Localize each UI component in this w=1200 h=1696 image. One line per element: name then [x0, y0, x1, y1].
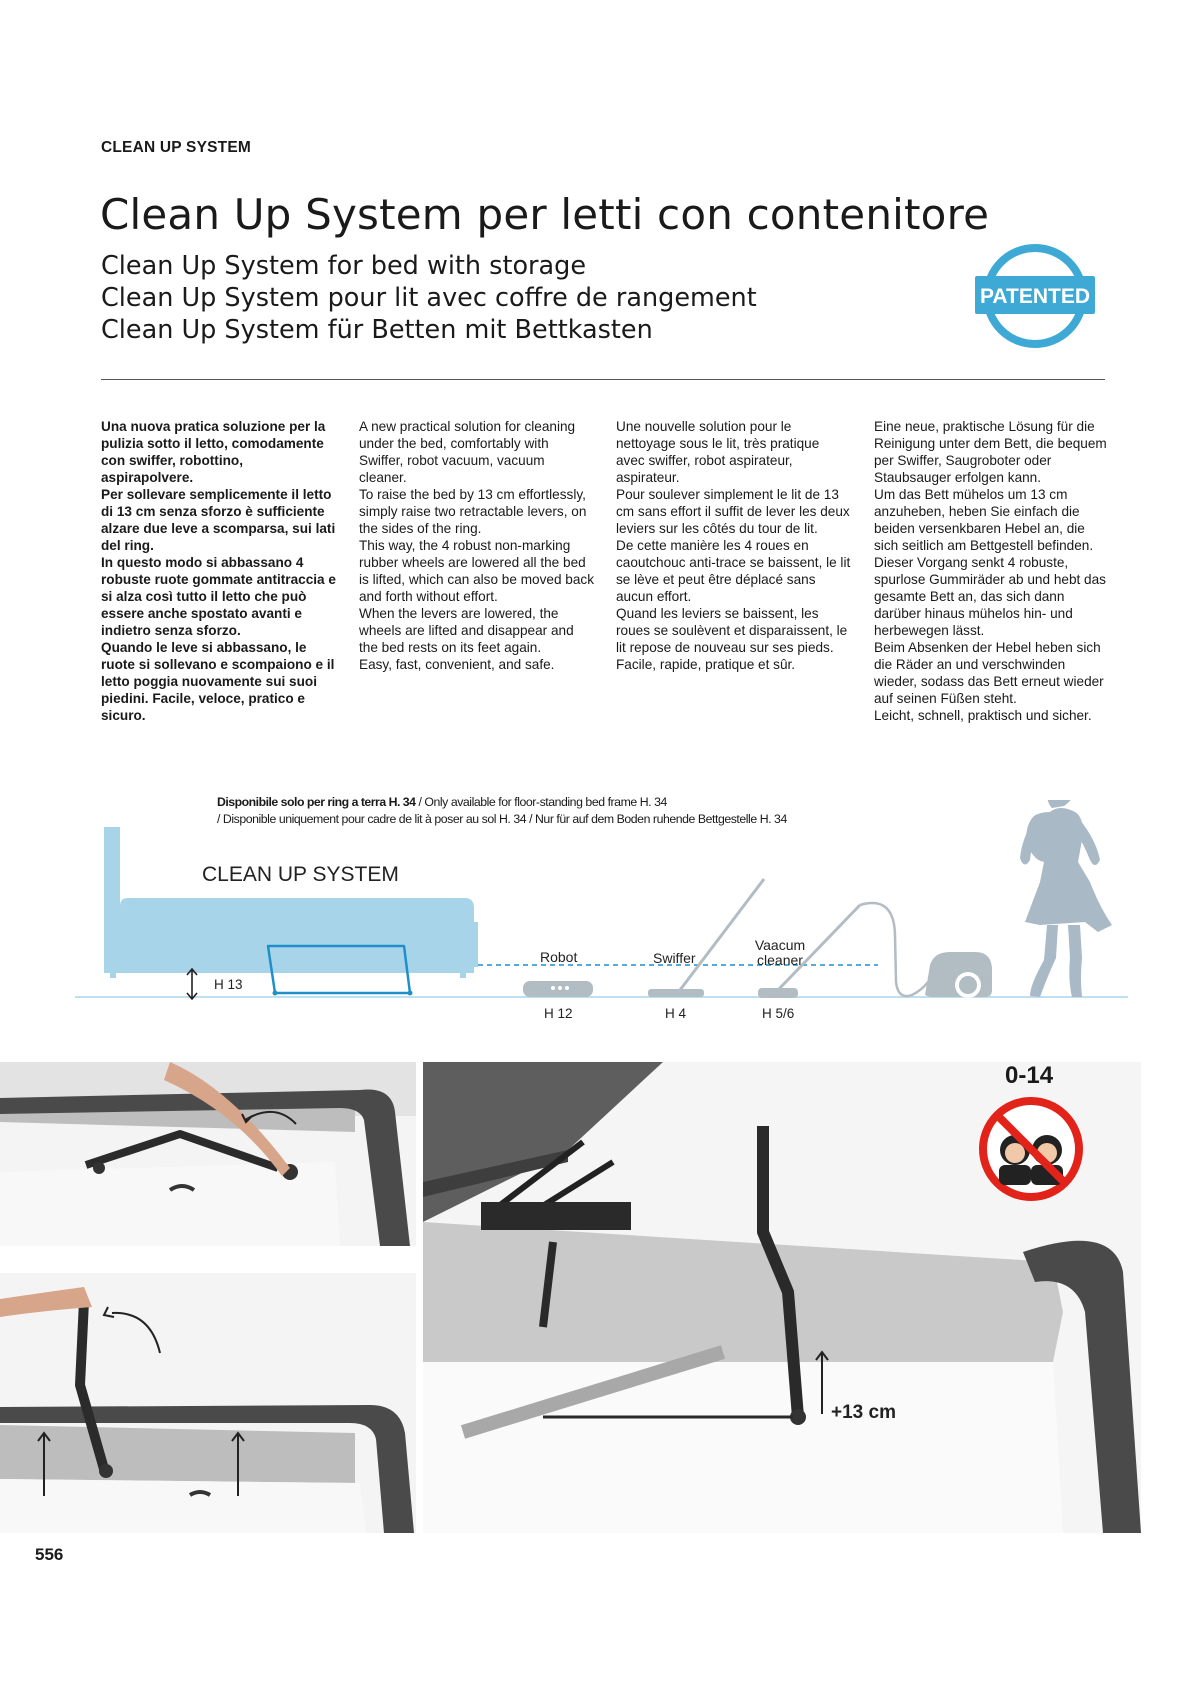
swiffer-height-label: H 4 [665, 1006, 687, 1021]
robot-height-label: H 12 [544, 1006, 573, 1021]
patented-badge [975, 240, 1095, 352]
robot-vacuum-icon [523, 981, 593, 997]
bed-illustration [104, 827, 478, 996]
no-children-icon [977, 1095, 1085, 1203]
page-number: 556 [35, 1545, 64, 1564]
page-title: Clean Up System per letti con contenitore [100, 190, 990, 239]
subtitle-german: Clean Up System für Betten mit Bettkasten [101, 315, 653, 345]
availability-english: / Only available for floor-standing bed frame H. 34 [415, 795, 667, 809]
paragraph: Quand les leviers se baissent, les roues se soulèvent et disparaissent, le lit repose de nouveau sur ses pieds. Facile, rapide, pratique et sûr. [616, 606, 848, 672]
vacuum-label-line2: cleaner [757, 952, 803, 968]
bed-height-label: H 13 [214, 977, 243, 992]
paragraph: Pour soulever simplement le lit de 13 cm sans effort il suffit de lever les deux leviers sur les côtés du tour de lit. [616, 487, 850, 536]
lift-height-label: +13 cm [831, 1402, 896, 1423]
paragraph: Une nouvelle solution pour le nettoyage sous le lit, très pratique avec swiffer, robot aspirateur, aspirateur. [616, 419, 820, 485]
vacuum-height-label: H 5/6 [762, 1006, 795, 1021]
swiffer-icon [648, 879, 764, 997]
availability-french-german: / Disponible uniquement pour cadre de lit à poser au sol H. 34 / Nur für auf dem Boden ruhende Bettgestelle H. 34 [217, 812, 787, 826]
text-column-italian [101, 418, 336, 724]
paragraph: This way, the 4 robust non-marking rubber wheels are lowered all the bed is lifted, which can also be moved back and forth without effort. [359, 538, 594, 604]
text-column-german [874, 418, 1109, 724]
section-label: CLEAN UP SYSTEM [101, 139, 251, 156]
availability-italian: Disponibile solo per ring a terra H. 34 [217, 795, 416, 809]
paragraph: Easy, fast, convenient, and safe. [359, 657, 555, 672]
paragraph: In questo modo si abbassano 4 robuste ruote gommate antitraccia e si alza così tutto il letto che può essere anche spostato avanti e indietro senza sforzo. [101, 555, 336, 638]
patented-text: PATENTED [979, 285, 1091, 308]
swiffer-label: Swiffer [653, 950, 696, 966]
text-column-english [359, 418, 594, 673]
paragraph: Eine neue, praktische Lösung für die Reinigung unter dem Bett, die bequem per Swiffer, Saugroboter oder Staubsauger erfolgen kann. [874, 419, 1107, 485]
paragraph: Leicht, schnell, praktisch und sicher. [874, 708, 1092, 723]
diagram-title: CLEAN UP SYSTEM [202, 863, 399, 886]
paragraph: To raise the bed by 13 cm effortlessly, simply raise two retractable levers, on the sides of the ring. [359, 487, 587, 536]
subtitle-english: Clean Up System for bed with storage [101, 251, 587, 281]
paragraph: Una nuova pratica soluzione per la pulizia sotto il letto, comodamente con swiffer, robottino, aspirapolvere. [101, 419, 326, 485]
paragraph: Beim Absenken der Hebel heben sich die Räder an und verschwinden wieder, sodass das Bett erneut wieder auf seinen Füßen steht. [874, 640, 1104, 706]
paragraph: Um das Bett mühelos um 13 cm anzuheben, heben Sie einfach die beiden versenkbaren Hebel an, die sich seitlich am Bettgestell befinden. Dieser Vorgang senkt 4 robuste, spurlose Gummiräder ab und hebt das gesamte Bett an, das sich dann darüber hinaus mühelos hin- und herbewegen lässt. [874, 487, 1106, 638]
paragraph: De cette manière les 4 roues en caoutchouc anti-trace se baissent, le lit se lève et peut être déplacé sans aucun effort. [616, 538, 851, 604]
subtitle-french: Clean Up System pour lit avec coffre de rangement [101, 283, 757, 313]
vacuum-label-line1: Vaacum [754, 937, 806, 953]
clean-up-diagram [0, 800, 1200, 1040]
text-column-french [616, 418, 851, 673]
robot-label: Robot [540, 949, 578, 965]
height-arrow-icon [187, 969, 197, 999]
divider [101, 379, 1105, 380]
paragraph: When the levers are lowered, the wheels are lifted and disappear and the bed rests on its feet again. [359, 606, 574, 655]
age-warning-label: 0-14 [1005, 1062, 1054, 1089]
photo-lever-raise [0, 1062, 416, 1246]
paragraph: Per sollevare semplicemente il letto di 13 cm senza sforzo è sufficiente alzare due leve a scomparsa, sui lati del ring. [101, 487, 336, 553]
paragraph: Quando le leve si abbassano, le ruote si sollevano e scompaiono e il letto poggia nuovamente sui suoi piedini. Facile, veloce, pratico e sicuro. [101, 640, 335, 723]
paragraph: A new practical solution for cleaning under the bed, comfortably with Swiffer, robot vacuum, vacuum cleaner. [359, 419, 576, 485]
woman-silhouette-icon [1020, 800, 1112, 997]
photo-lever-lift [0, 1273, 416, 1533]
